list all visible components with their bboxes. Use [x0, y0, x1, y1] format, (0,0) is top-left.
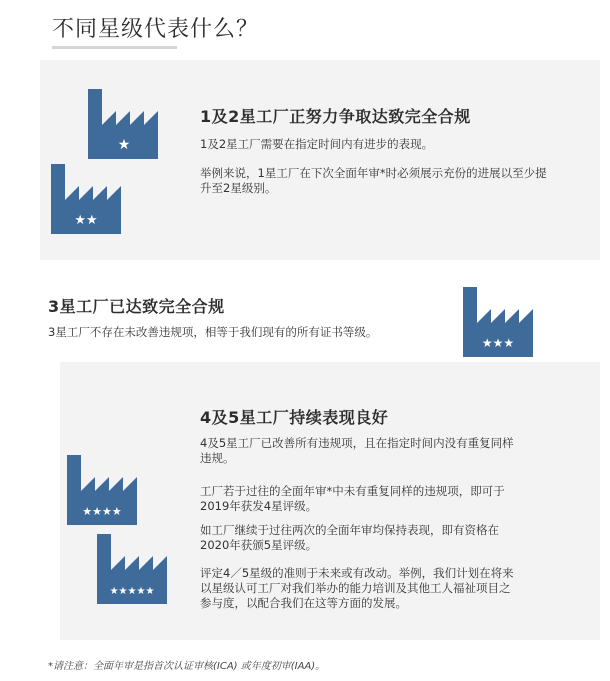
factory-5-star-icon	[97, 534, 167, 604]
svg-text:★★★: ★★★	[481, 336, 515, 350]
section3-paragraph-2: 工厂若于过往的全面年审*中未有重复同样的违规项，即可于2019年获发4星评级。	[200, 484, 505, 513]
page-title: 不同星级代表什么？	[52, 17, 260, 42]
factory-3-star-icon	[463, 287, 533, 357]
section1-paragraph-1: 1及2星工厂需要在指定时间内有进步的表现。	[200, 137, 434, 151]
section2-heading: 3星工厂已达致完全合规	[48, 297, 225, 316]
section1-paragraph-2: 举例来说，1星工厂在下次全面年审*时必须展示充份的进展以至少提升至2星级别。	[200, 166, 547, 195]
svg-text:★★: ★★	[74, 213, 98, 228]
section2-paragraph-1: 3星工厂不存在未改善违规项，相等于我们现有的所有证书等级。	[48, 325, 378, 339]
svg-text:★★★★★: ★★★★★	[109, 586, 155, 597]
factory-4-star-icon	[67, 455, 137, 525]
factory-2-star-icon	[51, 164, 121, 234]
factory-1-star-icon	[88, 89, 158, 159]
svg-text:★: ★	[117, 137, 131, 153]
svg-text:★★★★: ★★★★	[82, 505, 122, 518]
section3-paragraph-4: 评定4／5星级的准则于未来或有改动。举例，我们计划在将来以星级认可工厂对我们举办的能力培训及其他工人福祉项目之参与度，以配合我们在这等方面的发展。	[200, 566, 514, 610]
title-underline	[52, 46, 177, 49]
section3-paragraph-1: 4及5星工厂已改善所有违规项，且在指定时间内没有重复同样违规。	[200, 436, 514, 465]
section3-paragraph-3: 如工厂继续于过往两次的全面年审均保持表现，即有资格在2020年获颁5星评级。	[200, 523, 499, 552]
section3-heading: 4及5星工厂持续表现良好	[200, 408, 389, 427]
footnote: *请注意：全面年审是指首次认证审核(ICA) 或年度初审(IAA)。	[48, 661, 326, 672]
section1-heading: 1及2星工厂正努力争取达致完全合规	[200, 107, 471, 126]
